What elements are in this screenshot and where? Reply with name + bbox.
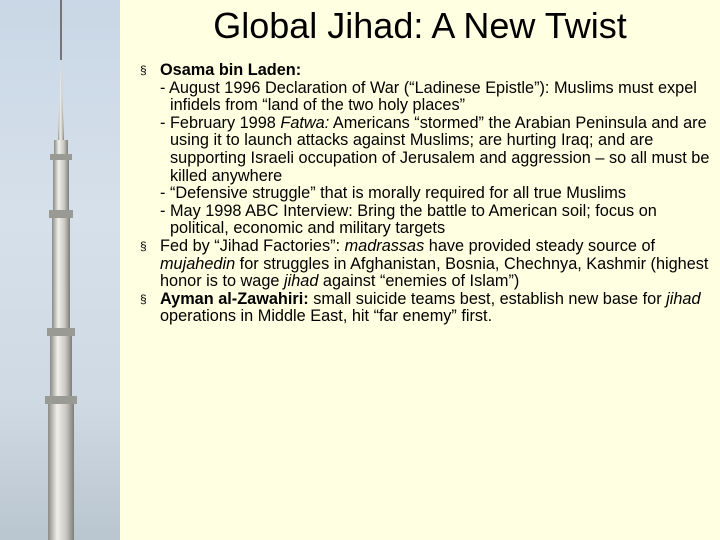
bullet-icon: § (140, 291, 147, 306)
bullet-jihad-factories: § Fed by “Jihad Factories”: madrassas have provided steady source of mujahedin for struggles in Afghanistan, Bosnia, Chechnya, Kashmir (highest honor is to wage jihad against “enemies of Islam”) (140, 236, 709, 291)
bullet-osama (140, 62, 710, 238)
bullet-zawahiri: § Ayman al-Zawahiri: small suicide teams best, establish new base for jihad operations in Middle East, hit “far enemy” first. (140, 289, 701, 326)
bullet-heading: Ayman al-Zawahiri: (160, 289, 309, 308)
sub-item: - February 1998 Fatwa: Americans “stormed” the Arabian Peninsula and are using it to launch attacks against Muslims; are hurting Iraq; and are supporting Israeli occupation of Jerusalem and aggression – so all must be killed anywhere (160, 113, 710, 185)
minaret-photo (0, 0, 120, 540)
sub-item: - “Defensive struggle” that is morally required for all true Muslims (160, 184, 626, 203)
slide-title: Global Jihad: A New Twist (213, 5, 627, 46)
bullet-heading: Osama bin Laden: (160, 61, 302, 79)
slide-body (140, 62, 710, 326)
bullet-icon: § (140, 238, 147, 253)
sub-item: - May 1998 ABC Interview: Bring the battle to American soil; focus on political, economic and military targets (160, 201, 657, 238)
bullet-icon: § (140, 63, 147, 77)
minaret-icon (0, 0, 120, 540)
sub-item: - August 1996 Declaration of War (“Ladinese Epistle”): Muslims must expel infidels from “land of the two holy places” (160, 78, 697, 115)
